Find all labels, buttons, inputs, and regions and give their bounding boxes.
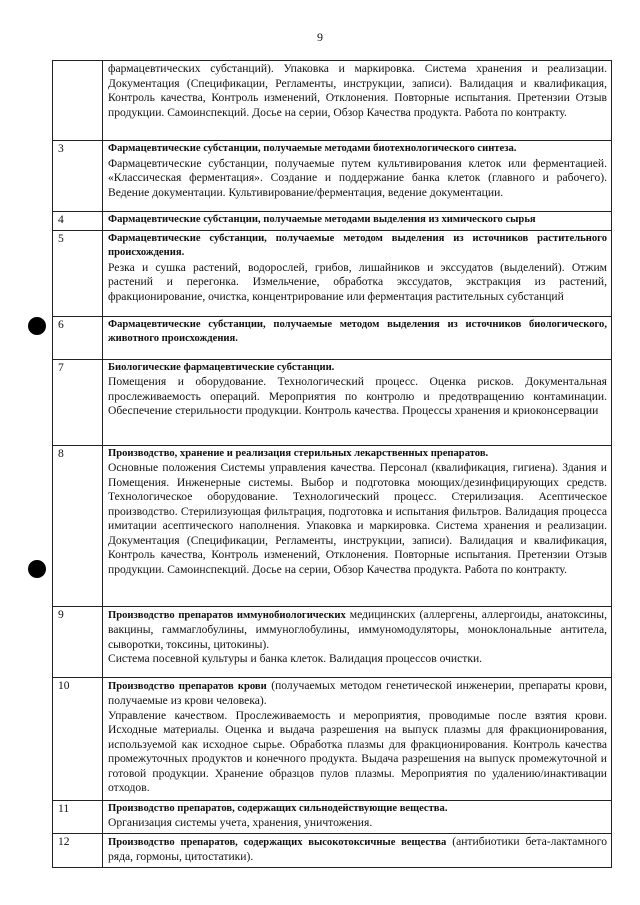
row-heading: Фармацевтические субстанции, получаемые методами выделения из химического сырья <box>108 214 536 225</box>
row-number: 6 <box>53 316 103 359</box>
row-number: 12 <box>53 833 103 867</box>
table-row <box>53 606 612 677</box>
table-row <box>53 800 612 833</box>
row-text: Основные положения Системы управления качества. Персонал (квалификация, гигиена). Здания и Помещения. Инженерные системы. Выбор и подготовка моющих/дезинфицирующих средств. Технологическое оборудование. Технологический процесс. Стерилизация. Асептическое производство. Стерилизующая фильтрация, подготовка и испытания фильтров. Валидация процесса имитации асептического наполнения. Упаковка и маркировка. Система хранения и реализации. Документация (Спецификации, Регламенты, инструкции, записи). Валидация и квалификация, Контроль качества, Контроль изменений, Отклонения. Повторные испытания. Претензии Отзыв продукции. Самоинспекций. Досье на серии, Обзор Качества продукта. Работа по контракту. <box>108 461 607 576</box>
row-heading: Фармацевтические субстанции, получаемые методом выделения из источников биологического, животного происхождения. <box>108 318 607 344</box>
row-content <box>103 677 612 800</box>
row-heading-line <box>108 608 607 653</box>
row-number: 3 <box>53 141 103 212</box>
row-content <box>103 800 612 833</box>
row-content <box>103 230 612 316</box>
row-number <box>53 61 103 141</box>
page-number: 9 <box>317 30 323 44</box>
row-content <box>103 316 612 359</box>
program-table <box>52 60 612 868</box>
row-number: 4 <box>53 212 103 231</box>
row-content <box>103 141 612 212</box>
row-text: Помещения и оборудование. Технологический процесс. Оценка рисков. Документальная прослеживаемость операций. Мероприятия по контролю и предотвращению контаминации. Обеспечение стерильности продукции. Контроль качества. Процессы хранения и криоконсервации <box>108 375 607 417</box>
row-text: Организация системы учета, хранения, уничтожения. <box>108 816 373 829</box>
row-number: 5 <box>53 230 103 316</box>
table-row <box>53 833 612 867</box>
row-content <box>103 212 612 231</box>
table-row <box>53 445 612 606</box>
table-row <box>53 316 612 359</box>
row-content <box>103 445 612 606</box>
row-heading: Производство препаратов, содержащих сильнодействующие вещества. <box>108 802 448 814</box>
row-heading: Производство, хранение и реализация стерильных лекарственных препаратов. <box>108 447 489 459</box>
punch-hole-top <box>28 317 46 335</box>
row-text: Система посевной культуры и банка клеток. Валидация процессов очистки. <box>108 652 483 665</box>
row-content <box>103 833 612 867</box>
row-heading-line <box>108 679 607 709</box>
row-heading: Фармацевтические субстанции, получаемые методом выделения из источников растительного происхождения. <box>108 232 607 258</box>
row-number: 9 <box>53 606 103 677</box>
row-number: 7 <box>53 359 103 445</box>
row-heading: Фармацевтические субстанции, получаемые методами биотехнологического синтеза. <box>108 143 517 154</box>
row-heading: Производство препаратов иммунобиологических <box>108 609 346 621</box>
row-heading: Производство препаратов, содержащих высокотоксичные вещества <box>108 836 447 848</box>
row-heading: Биологические фармацевтические субстанции. <box>108 361 335 373</box>
row-text: Резка и сушка растений, водорослей, грибов, лишайников и экссудатов (выделений). Отжим растений и перегонка. Измельчение, обработка экссудатов, экстракция из растений, фракционирование, очистка, концентрирование или ферментация растительных субстанций <box>108 260 607 303</box>
row-text: Управление качеством. Прослеживаемость и мероприятия, проводимые после взятия крови. Исходные материалы. Оценка и выдача разрешения на выпуск плазмы для фракционирования, используемой как исходное сырье. Обработка плазмы для фракционирования. Контроль качества промежуточных продуктов и конечного продукта. Выдача разрешения на выпуск промежуточной и готовой продукции. Хранение образцов пулов плазмы. Мероприятия по удалению/инактивации отходов. <box>108 708 607 794</box>
row-content <box>103 606 612 677</box>
row-text: фармацевтических субстанций). Упаковка и маркировка. Система хранения и реализации. Документация (Спецификации, Регламенты, инструкции, записи). Валидация и квалификация, Контроль качества, Контроль изменений, Отклонения. Повторные испытания. Претензии Отзыв продукции. Самоинспекций. Досье на серии, Обзор Качества продукта. Работа по контракту. <box>108 62 607 119</box>
punch-hole-bottom <box>28 560 46 578</box>
row-text: Фармацевтические субстанции, получаемые путем культивирования клеток или ферментацией. «Классическая ферментация». Создание и поддержание банка клеток (главного и рабочего). Ведение документации. Культивирование/ферментация, ведение документации. <box>108 156 607 199</box>
row-content <box>103 359 612 445</box>
row-number: 11 <box>53 800 103 833</box>
row-heading-rest: (получаемых методом генетической инженерии, препараты крови, получаемые из крови человека). <box>108 678 607 707</box>
table-row <box>53 230 612 316</box>
row-heading-line <box>108 835 607 865</box>
row-content <box>103 61 612 141</box>
table-row <box>53 677 612 800</box>
row-number: 10 <box>53 677 103 800</box>
row-heading: Производство препаратов крови <box>108 680 267 692</box>
row-heading-rest: (антибиотики бета-лактамного ряда, гормоны, цитостатики). <box>108 834 607 863</box>
row-heading-rest: медицинских (аллергены, аллергоиды, анатоксины, вакцины, гаммаглобулины, иммуноглобулины, иммуномодуляторы, моноклональные антитела, сыворотки, токсины, цитокины). <box>108 607 607 651</box>
table-row <box>53 141 612 212</box>
table-row <box>53 212 612 231</box>
table-row <box>53 359 612 445</box>
row-number: 8 <box>53 445 103 606</box>
table-row <box>53 61 612 141</box>
